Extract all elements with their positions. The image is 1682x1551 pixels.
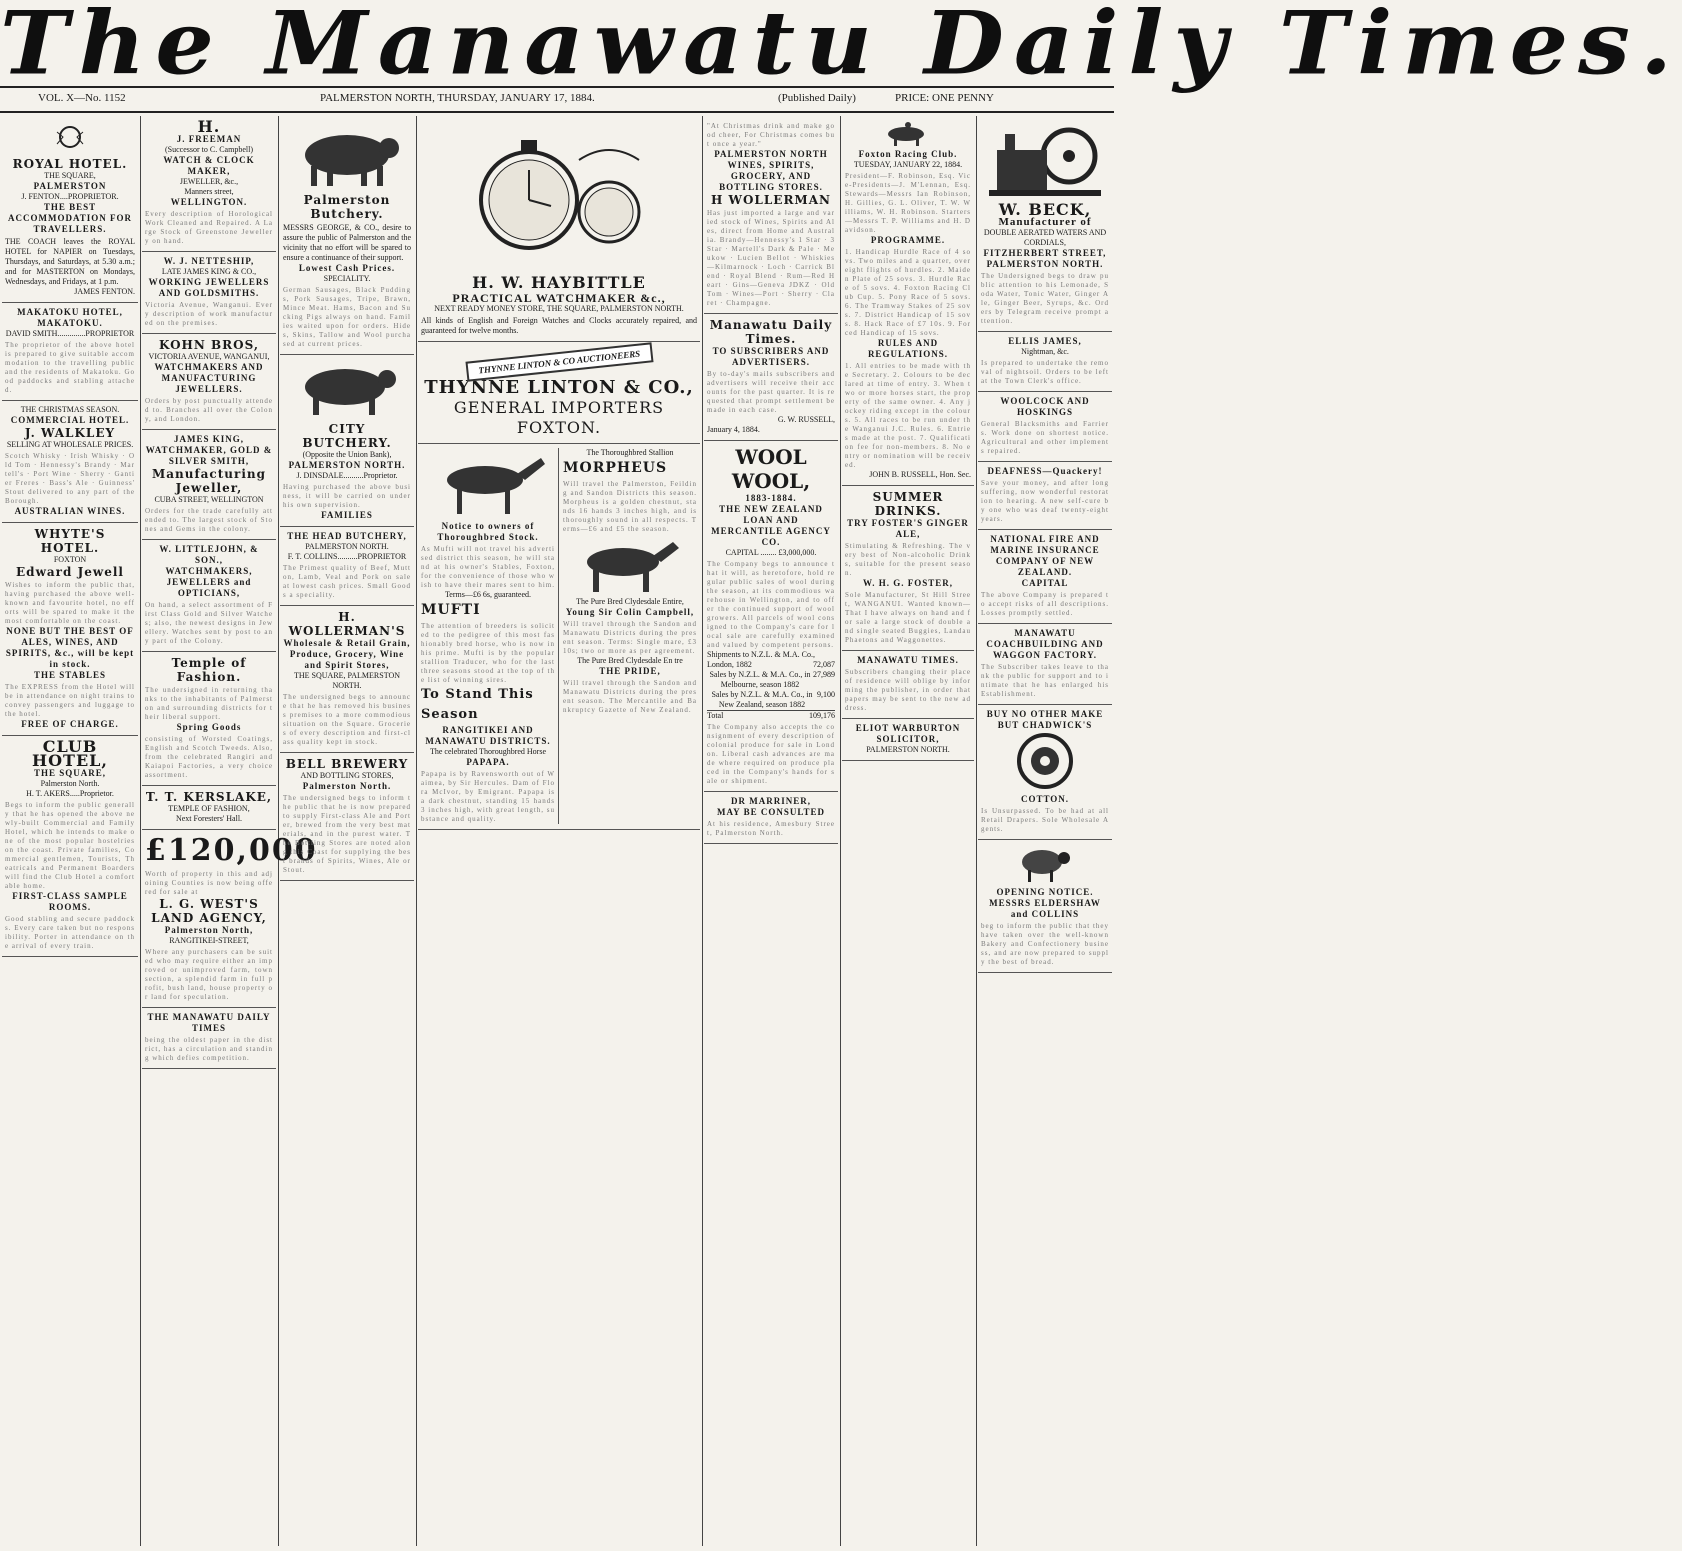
beck-ad xyxy=(978,116,1112,332)
west-street: RANGITIKEI-STREET, xyxy=(169,936,249,945)
wool-table xyxy=(707,650,835,721)
column-separator xyxy=(976,116,977,1546)
kerslake-name: T. T. KERSLAKE, xyxy=(145,790,273,804)
stud-right xyxy=(563,448,697,824)
body-text: Good stabling and secure paddocks. Every care taken but no responsibility. Porter in attendance on the arrival of every train. xyxy=(5,915,135,950)
royal-hotel-title: ROYAL HOTEL. xyxy=(12,157,128,171)
machinery-icon xyxy=(985,120,1105,200)
body-text: As Mufti will not travel his advertised district this season, he will stand at his owner's Stables, Foxton, for the convenience of those who wish to have their mares sent to him. xyxy=(421,545,555,589)
whytes-hotel-ad xyxy=(2,523,138,736)
volume-number: VOL. X—No. 1152 xyxy=(38,92,126,104)
butchery-title: Palmerston Butchery. xyxy=(303,193,391,221)
littlejohn-trade: WATCHMAKERS, JEWELLERS and OPTICIANS, xyxy=(165,566,253,598)
body-text: The above Company is prepared to accept risks of all descriptions. Losses promptly settled. xyxy=(981,591,1109,617)
body-text: Subscribers changing their place of residence will oblige by informing the publisher, in order that papers may be sent to the new address. xyxy=(845,668,971,712)
wool-season: 1883-1884. xyxy=(745,493,797,503)
cotton-ad xyxy=(978,705,1112,840)
body-text: Sole Manufacturer, St Hill Street, WANGANUI. Wanted known—That I have always on hand and for sale a large stock of double and single seated Buggies, Landau Phaetons and Waggonettes. xyxy=(845,591,971,644)
body-text: Save your money, and after long suffering, now wonderful restoration to hearing. A new self-cure by one who was deaf twenty-eight years. xyxy=(981,479,1109,523)
king-street: CUBA STREET, WELLINGTON xyxy=(154,495,264,504)
kerslake-sub: TEMPLE OF FASHION, xyxy=(168,804,250,813)
coachbuilding-ad xyxy=(978,624,1112,705)
kerslake-addr: Next Foresters' Hall. xyxy=(175,814,243,823)
marriner-name: DR MARRINER, xyxy=(731,796,811,806)
haybittle-name: H. W. HAYBITTLE xyxy=(472,273,646,292)
foxton-date: TUESDAY, JANUARY 22, 1884. xyxy=(853,160,963,169)
whytes-title: WHYTE'S HOTEL. xyxy=(34,527,106,555)
body-text: At his residence, Amesbury Street, Palmerston North. xyxy=(707,820,835,837)
body-text: consisting of Worsted Coatings, English and Scotch Tweeds. Also, from the celebrated Rangiri and Kaiapoi Factories, a very choice assortment. xyxy=(145,735,273,779)
body-text: Papapa is by Ravensworth out of Waimea, by Sir Hercules. Dam of Flora McIvor, by Emigrant. Papapa is a dark chestnut, standing 15 hands 3 inches high, with great length, substance and quality. xyxy=(421,770,555,823)
butchery-prices: Lowest Cash Prices. xyxy=(298,263,396,273)
wines-name: H WOLLERMAN xyxy=(710,193,831,207)
temple-ad xyxy=(142,652,276,786)
head-proprietor: F. T. COLLINS..........PROPRIETOR xyxy=(287,552,407,561)
body-text: Where any purchasers can be suited who may require either an improved or unimproved farm, town section, a splendid farm in full profit, bush land, house property or land for speculation. xyxy=(145,948,273,1001)
deafness-ad xyxy=(978,462,1112,530)
column-separator xyxy=(840,116,841,1546)
deafness-title: DEAFNESS—Quackery! xyxy=(987,466,1103,476)
body-text: President—F. Robinson, Esq. Vice-Presidents—J. M'Lennan, Esq. Stewards—Messrs Ian Robinson, H. Gillies, G. L. Oliver, T. W. Williams, W. H. Robinson. Starters—Messrs T. P. Williams and H. Davidson. xyxy=(845,172,971,234)
mufti-name: MUFTI xyxy=(421,602,481,618)
summer-title: SUMMER DRINKS. xyxy=(872,490,944,518)
warburton-place: PALMERSTON NORTH. xyxy=(866,745,950,754)
body-text: Worth of property in this and adjoining Counties is now being offered for sale at xyxy=(145,870,273,896)
commercial-hotel-ad xyxy=(2,401,138,523)
wool-table-row: Total 109,176 xyxy=(707,711,835,720)
money-heading: £120,000 xyxy=(145,833,318,868)
manawatu-sign: G. W. RUSSELL, xyxy=(777,415,835,424)
body-text: being the oldest paper in the district, has a circulation and standing which defies competition. xyxy=(145,1036,273,1062)
city-butchery-title: CITY BUTCHERY. xyxy=(302,422,392,450)
marriner-title: MAY BE CONSULTED xyxy=(716,807,826,817)
makatoku-title: MAKATOKU HOTEL, MAKATOKU. xyxy=(17,307,123,328)
city-butchery-place: PALMERSTON NORTH. xyxy=(288,460,406,470)
body-text: The EXPRESS from the Hotel will be in attendance on night trains to convey passengers and luggage to the hotel. xyxy=(5,683,135,718)
thynne-trade: GENERAL IMPORTERS xyxy=(453,398,665,417)
temple-title: Temple of Fashion. xyxy=(171,656,247,684)
free-of-charge: FREE OF CHARGE. xyxy=(21,719,119,729)
commercial-name: J. WALKLEY xyxy=(24,426,116,440)
wool-title: WOOL WOOL, xyxy=(731,445,811,493)
butchery-lead: MESSRS GEORGE, & CO., desire to assure the public of Palmerston and the vicinity that no effort will be spared to ensure a continuance of their support. xyxy=(283,223,411,262)
commercial-pre: THE CHRISTMAS SEASON. xyxy=(20,405,120,414)
club-title: CLUB HOTEL, xyxy=(32,737,108,770)
body-text: Having purchased the above business, it will be carried on under his own supervision. xyxy=(283,483,411,509)
stud-notice: Notice to owners of Thoroughbred Stock. xyxy=(437,521,539,542)
column-7 xyxy=(978,116,1112,1546)
body-text: The Subscriber takes leave to thank the public for support and to intimate that he has enlarged his Establishment. xyxy=(981,663,1109,698)
body-text: German Sausages, Black Puddings, Pork Sausages, Tripe, Brawn, Mince Meat. Hams, Bacon and Sucking Pigs always on hand. Families waited upon for orders. Hides, Skins, Tallow and Wool purchased at current prices. xyxy=(283,286,411,348)
body-text: Begs to inform the public generally that he has opened the above newly-built Commercial and Family Hotel, which he intends to make one of the most popular hostelries on the coast. Private families, Commercial gentlemen, Tourists, Theatricals and Permanent Boarders will find the Club Hotel a comfortable home. xyxy=(5,801,135,890)
body-text: General Blacksmiths and Farriers. Work done on shortest notice. Agricultural and other implements repaired. xyxy=(981,420,1109,455)
body-text: Scotch Whisky · Irish Whisky · Old Tom · Hennessy's Brandy · Martell's · Port Wine · Sherry · Gantier Freres · Bass's Ale · Guinness' Stout delivered to any part of the Borough. xyxy=(5,452,135,505)
clydesdale-icon xyxy=(563,534,693,594)
haybittle-desc: All kinds of English and Foreign Watches and Clocks accurately repaired, and guaranteed for twelve months. xyxy=(421,316,697,335)
wool-table-row: London, 1882 72,087 xyxy=(707,660,835,669)
eldershaw-title: MESSRS ELDERSHAW and COLLINS xyxy=(989,898,1101,919)
summer-name: W. H. G. FOSTER, xyxy=(863,578,953,588)
freeman-city: WELLINGTON. xyxy=(170,197,248,207)
king-title: Manufacturing Jeweller, xyxy=(151,467,266,495)
body-text: 1. Handicap Hurdle Race of 4 sovs. Two miles and a quarter, over eight flights of hurdles. 2. Maiden Plate of 25 sovs. 3. Hurdle Race of 5 sovs. 4. Foxton Racing Club Cup. 5. Pony Race of 5 sovs. 6. The Tramway Stakes of 25 sovs. 7. District Handicap of 15 sovs. 8. Hack Race of £7 10s. 9. Forced Handicap of 15 sovs. xyxy=(845,248,971,337)
body-text: JOHN B. RUSSELL, Hon. Sec. xyxy=(869,470,971,479)
kerslake-ad xyxy=(142,786,276,830)
manawatu-date: January 4, 1884. xyxy=(707,425,760,434)
column-6 xyxy=(842,116,974,1546)
freeman-street: Manners street, xyxy=(184,187,234,196)
haybittle-ad xyxy=(418,116,700,342)
freeman-ad xyxy=(142,116,276,252)
colin-pre: The Pure Bred Clydesdale Entire, xyxy=(576,597,684,606)
body-text: Every description of Horological Work Cleaned and Repaired. A Large Stock of Greenstone Jewellery on hand. xyxy=(145,210,273,245)
wollerman-wines-ad xyxy=(704,116,838,314)
body-text: The undersigned begs to announce that he has removed his business premises to a more commodious situation on the Square. Groceries of every description and first-class quality kept in stock. xyxy=(283,693,411,746)
club-sub: THE SQUARE, xyxy=(33,768,106,778)
wollerman-place: THE SQUARE, PALMERSTON NORTH. xyxy=(293,671,400,690)
body-text: Will travel through the Sandon and Manawatu Districts during the present season. Terms: Single mare, £3 10s; two or more as per agreement. xyxy=(563,620,697,655)
thynne-place: FOXTON. xyxy=(516,418,602,437)
ellis-title: ELLIS JAMES, xyxy=(1008,336,1082,346)
opening-title: OPENING NOTICE. xyxy=(996,887,1094,897)
nettleship-ad xyxy=(142,252,276,334)
masthead: The Manawatu Daily Times. xyxy=(0,0,1682,95)
body-text: Has just imported a large and varied stock of Wines, Spirits and Ales, direct from Home and Australia. Brandy—Hennessy's 1 Star · 3 Star · Martell's Dark & Pale · Meukow · Lucien Bellot · Whiskies—Kilmarnock · Loch · Carrick Blend · Royal Blend · Rum—Red Heart · Gins—Geneva JDKZ · Old Tom · Wines—Port · Sherry · Claret · Champagne. xyxy=(707,209,835,307)
dateline-rule xyxy=(0,111,1114,113)
body-text: 1. All entries to be made with the Secretary. 2. Colours to be declared at time of entry. 3. When two or more horses start, the property of the same owner. 4. Any jockey riding except in the colours. 5. All races to be run under the Wanganui J.C. Rules. 6. Entries made at the post. 7. Qualification fee for non-members. 8. No entry or nomination will be received. xyxy=(845,362,971,469)
haybittle-addr: NEXT READY MONEY STORE, THE SQUARE, PALMERSTON NORTH. xyxy=(434,304,684,313)
body-text: Will travel through the Sandon and Manawatu Districts during the present season. The Mercantile and Bankruptcy Gazette of New Zealand. xyxy=(563,679,697,714)
spring-goods: Spring Goods xyxy=(176,722,242,732)
best-ales: NONE BUT THE BEST OF ALES, WINES, AND SPIRITS, &c., will be kept in stock. xyxy=(5,626,135,669)
whytes-place: FOXTON xyxy=(53,555,87,564)
city-butchery-sub: (Opposite the Union Bank), xyxy=(302,450,392,459)
king-name: JAMES KING, WATCHMAKER, GOLD & SILVER SMITH, xyxy=(145,434,273,466)
body-text: The undersigned in returning thanks to the inhabitants of Palmerston and surrounding districts for their liberal support. xyxy=(145,686,273,721)
column-separator xyxy=(416,116,417,1546)
bull-icon xyxy=(287,120,407,190)
royal-hotel-sub: THE SQUARE, xyxy=(44,171,96,180)
opening-notice-ad xyxy=(978,840,1112,973)
littlejohn-ad xyxy=(142,540,276,652)
body-text: Wishes to inform the public that, having purchased the above well-known and favourite hotel, no efforts will be spared to make it the most comfortable on the coast. xyxy=(5,581,135,625)
body-text: On hand, a select assortment of First Class Gold and Silver Watches; also, the newest designs in Jewellery. Watches sent by post to any part of the Colony. xyxy=(145,601,273,645)
stud-left xyxy=(421,448,559,824)
wollerman-title: H. WOLLERMAN'S xyxy=(288,610,406,638)
west-title: LAND AGENCY, xyxy=(151,911,267,925)
commercial-footer: AUSTRALIAN WINES. xyxy=(14,506,126,516)
wool-table-row: Sales by N.Z.L. & M.A. Co., in New Zealand, season 1882 9,100 xyxy=(711,690,835,709)
beck-trade: Manufacturer of xyxy=(998,216,1092,228)
stables: THE STABLES xyxy=(33,670,107,680)
freeman-trade2: JEWELLER, &c., xyxy=(179,177,239,186)
haybittle-trade: PRACTICAL WATCHMAKER &c., xyxy=(452,291,666,305)
bell-sub: AND BOTTLING STORES, xyxy=(300,771,394,780)
palmerston-butchery-ad xyxy=(280,116,414,355)
makatoku-hotel-ad xyxy=(2,303,138,401)
marriner-ad xyxy=(704,792,838,844)
regulations-title: RULES AND REGULATIONS. xyxy=(867,338,949,359)
body-text: Will travel the Palmerston, Feilding and Sandon Districts this season. Morpheus is a golden chestnut, stands 16 hands 3 inches high, and is thoroughly sound in all respects. Terms—£6 and £5 the season. xyxy=(563,480,697,533)
price: PRICE: ONE PENNY xyxy=(895,92,995,104)
manawatu-times-ad xyxy=(842,651,974,719)
body-text: The Company begs to announce that it will, as heretofore, hold regular public sales of wool during the season, at its commodious warehouse in Wellington, and to offer the continued support of wool growers. All parcels of wool consigned to the Company's care for local sale are carefully examined and valued by competent persons. xyxy=(707,560,835,649)
column-5 xyxy=(704,116,838,1546)
manawatu-title: Manawatu Daily Times. xyxy=(709,318,833,346)
royal-hotel-line: THE BEST ACCOMMODATION FOR TRAVELLERS. xyxy=(7,202,133,234)
column-1 xyxy=(2,116,138,1546)
body-text: Is prepared to undertake the removal of nightsoil. Orders to be left at the Town Clerk's office. xyxy=(981,359,1109,385)
thynne-ad xyxy=(418,342,700,444)
freeman-sub: (Successor to C. Campbell) xyxy=(165,145,253,154)
papapa-title: To Stand This Season xyxy=(421,687,534,722)
stud-terms: Terms—£6 6s, guaranteed. xyxy=(444,590,532,599)
programme-title: PROGRAMME. xyxy=(870,235,946,245)
wool-capital: CAPITAL ........ £3,000,000. xyxy=(725,548,817,557)
commercial-line: SELLING AT WHOLESALE PRICES. xyxy=(6,440,134,449)
national-capital: CAPITAL xyxy=(1021,578,1069,588)
club-place: Palmerston North. xyxy=(40,779,100,788)
papapa-district: RANGITIKEI AND MANAWATU DISTRICTS. xyxy=(425,725,551,746)
wollerman-sub: Wholesale & Retail Grain, Produce, Grocery, Wine and Spirit Stores, xyxy=(283,638,411,670)
beck-street: FITZHERBERT STREET, PALMERSTON NORTH. xyxy=(983,248,1107,269)
cattle-icon xyxy=(287,359,407,419)
times-notice: THE MANAWATU DAILY TIMES xyxy=(147,1012,271,1033)
colin-name: Young Sir Colin Campbell, xyxy=(565,607,695,617)
kohn-ad xyxy=(142,334,276,430)
sample-rooms: FIRST-CLASS SAMPLE ROOMS. xyxy=(12,891,128,912)
royal-hotel-proprietor: J. FENTON....PROPRIETOR. xyxy=(21,192,119,201)
ellis-sub: Nightman, &c. xyxy=(1021,347,1069,356)
pride-pre: The Pure Bred Clydesdale En tre xyxy=(577,656,683,665)
body-text: beg to inform the public that they have taken over the well-known Bakery and Confectionery business, and are now prepared to supply the best of bread. xyxy=(981,922,1109,966)
national-insurance-ad xyxy=(978,530,1112,624)
woolcock-ad xyxy=(978,392,1112,462)
nettleship-name: W. J. NETTESHIP, xyxy=(163,256,255,266)
coach-signature: JAMES FENTON. xyxy=(74,287,135,296)
center-column xyxy=(418,116,700,1546)
published-note: (Published Daily) xyxy=(778,92,856,104)
thynne-name: THYNNE LINTON & CO., xyxy=(424,377,694,398)
wool-table-row: Sales by N.Z.L. & M.A. Co., in Melbourne, season 1882 27,989 xyxy=(709,670,835,689)
body-text: Orders for the trade carefully attended to. The largest stock of Stones and Gems in the colony. xyxy=(145,507,273,533)
cotton-title: BUY NO OTHER MAKE BUT CHADWICK'S xyxy=(986,709,1104,730)
bell-place: Palmerston North. xyxy=(302,781,392,791)
watch-icon xyxy=(459,120,659,270)
stud-ads xyxy=(418,444,700,830)
west-ad xyxy=(142,830,318,1008)
body-text: "At Christmas drink and make good cheer, For Christmas comes but once a year." xyxy=(707,122,835,148)
wines-title: PALMERSTON NORTH WINES, SPIRITS, GROCERY, AND BOTTLING STORES. xyxy=(714,149,828,192)
royal-crest-icon xyxy=(53,122,87,152)
freeman-letter: H. xyxy=(197,117,221,136)
body-text: The Undersigned begs to draw public attention to his Lemonade, Soda Water, Tonic Water, Ginger Ale, Ginger Beer, Syrups, &c. Orders by Telegram receive prompt attention. xyxy=(981,272,1109,325)
warburton-title: SOLICITOR, xyxy=(876,734,940,744)
freeman-name: J. FREEMAN xyxy=(176,134,242,144)
times-subscribers-ad xyxy=(704,314,838,441)
ellis-james-ad xyxy=(978,332,1112,392)
west-name: L. G. WEST'S xyxy=(159,897,259,911)
beck-line: DOUBLE AERATED WATERS AND CORDIALS, xyxy=(983,228,1107,247)
wollerman-stores-ad xyxy=(280,606,414,753)
cotton-sub: COTTON. xyxy=(1020,794,1070,804)
kohn-name: KOHN BROS, xyxy=(158,338,260,352)
kohn-street: VICTORIA AVENUE, WANGANUI, xyxy=(148,352,270,361)
summer-drinks-ad xyxy=(842,486,974,651)
body-text: The Company also accepts the consignment of every description of colonial produce for sale in London. Liberal cash advances are made where required on produce placed in the Company's hands for sale or shipment. xyxy=(707,723,835,785)
body-text: Victoria Avenue, Wanganui. Every description of work manufactured on the premises. xyxy=(145,301,273,327)
papapa-pre: The celebrated Thoroughbred Horse xyxy=(429,747,547,756)
commercial-title: COMMERCIAL HOTEL. xyxy=(10,415,130,425)
west-place: Palmerston North, xyxy=(164,925,254,935)
papapa-name: PAPAPA. xyxy=(466,757,510,767)
head-title: THE HEAD BUTCHERY, xyxy=(287,531,407,541)
summer-sub: TRY FOSTER'S GINGER ALE, xyxy=(847,518,969,539)
wool-table-row: Shipments to N.Z.L. & M.A. Co., xyxy=(707,650,816,659)
freeman-trade: WATCH & CLOCK MAKER, xyxy=(163,155,255,176)
body-text: Stimulating & Refreshing. The very best of Non-alcoholic Drinks, suitable for the present season. xyxy=(845,542,971,577)
nettleship-sub: LATE JAMES KING & CO., xyxy=(161,267,257,276)
morpheus-pre: The Thoroughbred Stallion xyxy=(586,448,674,457)
makatoku-proprietor: DAVID SMITH..............PROPRIETOR xyxy=(5,329,135,338)
foxton-title: Foxton Racing Club. xyxy=(858,149,958,159)
times-notice-ad xyxy=(142,1008,276,1069)
woolcock-title: WOOLCOCK AND HOSKINGS xyxy=(1000,396,1090,417)
royal-hotel-place: PALMERSTON xyxy=(33,181,107,191)
body-text: Is Unsurpassed. To be had at all Retail Drapers. Sole Wholesale Agents. xyxy=(981,807,1109,833)
wool-ad xyxy=(704,441,838,792)
jockey-icon xyxy=(878,120,938,146)
king-ad xyxy=(142,430,276,540)
club-proprietor: H. T. AKERS.....Proprietor. xyxy=(26,789,114,798)
body-text: By to-day's mails subscribers and advertisers will receive their accounts for the past quarter. It is requested that prompt settlement be made in each case. xyxy=(707,370,835,414)
column-3 xyxy=(280,116,414,1546)
column-separator xyxy=(702,116,703,1546)
littlejohn-name: W. LITTLEJOHN, & SON., xyxy=(159,544,259,565)
city-butchery-ad xyxy=(280,355,414,527)
whytes-name: Edward Jewell xyxy=(16,565,124,579)
sheep-icon xyxy=(1010,844,1080,884)
nettleship-trade: WORKING JEWELLERS AND GOLDSMITHS. xyxy=(148,277,270,298)
club-hotel-ad xyxy=(2,736,138,957)
morpheus-name: MORPHEUS xyxy=(563,460,668,476)
manawatu-sub: TO SUBSCRIBERS AND ADVERTISERS. xyxy=(712,346,830,367)
body-text: Orders by post punctually attended to. Branches all over the Colony, and London. xyxy=(145,397,273,423)
butchery-speciality: SPECIALITY. xyxy=(323,274,371,283)
coach-notice: THE COACH leaves the ROYAL HOTEL for NAPIER on Tuesdays, Thursdays, and Saturdays, at 5.30 a.m.; and for MASTERTON on Mondays, Wednesdays, and Fridays, at 1 p.m. xyxy=(5,237,135,286)
column-2 xyxy=(142,116,318,1546)
beck-name: W. BECK, xyxy=(998,200,1092,219)
national-title: NATIONAL FIRE AND MARINE INSURANCE COMPANY OF NEW ZEALAND. xyxy=(990,534,1100,577)
warburton-name: ELIOT WARBURTON xyxy=(855,723,961,733)
auctioneers-stamp: THYNNE LINTON & CO AUCTIONEERS xyxy=(465,342,653,381)
bell-title: BELL BREWERY xyxy=(285,757,409,771)
coachbuilding-title: MANAWATU COACHBUILDING AND WAGGON FACTORY. xyxy=(986,628,1104,660)
cotton-reel-icon xyxy=(1015,731,1075,791)
dateline xyxy=(0,88,1114,110)
head-place: PALMERSTON NORTH. xyxy=(305,542,389,551)
body-text: The proprietor of the above hotel is prepared to give suitable accommodation to the travelling public and the residents of Makatoku. Good paddocks and stabling attached. xyxy=(5,341,135,394)
racehorse-icon xyxy=(421,448,555,518)
kohn-trade: WATCHMAKERS AND MANUFACTURING JEWELLERS. xyxy=(154,362,264,394)
warburton-ad xyxy=(842,719,974,761)
place-date: PALMERSTON NORTH, THURSDAY, JANUARY 17, 1884. xyxy=(320,92,595,104)
bell-brewery-ad xyxy=(280,753,414,881)
column-separator xyxy=(278,116,279,1546)
wool-company: THE NEW ZEALAND LOAN AND MERCANTILE AGENCY CO. xyxy=(711,504,831,547)
royal-hotel-ad xyxy=(2,116,138,303)
times-title: MANAWATU TIMES. xyxy=(857,655,959,665)
head-butchery-ad xyxy=(280,527,414,606)
foxton-racing-ad xyxy=(842,116,974,486)
families-heading: FAMILIES xyxy=(321,510,373,520)
body-text: The undersigned begs to inform the public that he is now prepared to supply First-class Ale and Porter, brewed from the very best materials, and in the purest water. The Bottling Stores are noted along this Coast for supplying the best brands of Spirits, Wines, Ale or Stout. xyxy=(283,794,411,874)
column-separator xyxy=(140,116,141,1546)
city-butchery-proprietor: J. DINSDALE..........Proprietor. xyxy=(296,471,398,480)
body-text: The Primest quality of Beef, Mutton, Lamb, Veal and Pork on sale at lowest cash prices. Small Goods a speciality. xyxy=(283,564,411,599)
body-text: The attention of breeders is solicited to the pedigree of this most fashionably bred horse, who is now in his prime. Mufti is by the popular stallion Traducer, who for the last three seasons stood at the top of the list of winning sires. xyxy=(421,622,555,684)
pride-name: THE PRIDE, xyxy=(599,666,661,676)
